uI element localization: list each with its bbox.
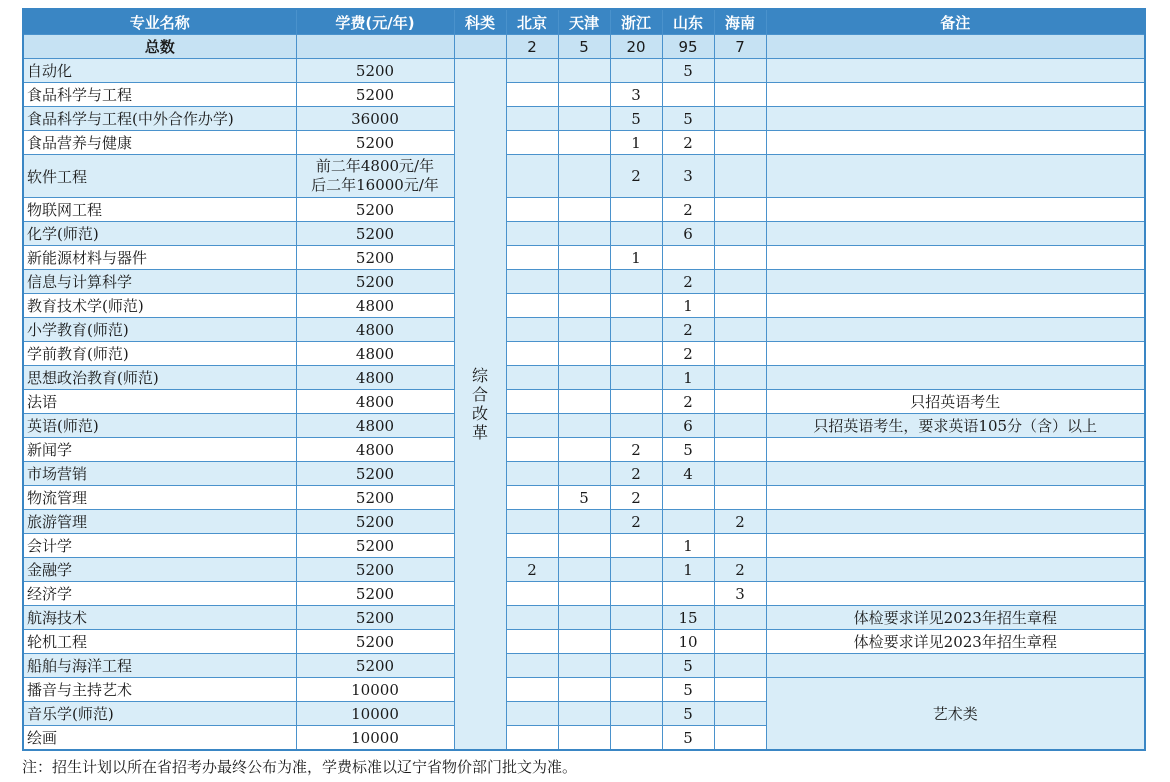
table-row: [23, 534, 1145, 558]
table-row: [23, 462, 1145, 486]
tuition-fee: 10000: [296, 726, 454, 751]
quota-cell: [558, 582, 610, 606]
major-name: 旅游管理: [23, 510, 296, 534]
quota-cell: [506, 59, 558, 83]
major-name: 食品科学与工程: [23, 83, 296, 107]
quota-cell: [610, 534, 662, 558]
tuition-fee: 5200: [296, 59, 454, 83]
major-name: 金融学: [23, 558, 296, 582]
remark-cell: 体检要求详见2023年招生章程: [766, 606, 1145, 630]
quota-cell: 5: [662, 654, 714, 678]
quota-cell: [506, 606, 558, 630]
tuition-fee: 4800: [296, 438, 454, 462]
tuition-fee: 4800: [296, 390, 454, 414]
quota-cell: [714, 107, 766, 131]
quota-cell: 5: [662, 726, 714, 751]
major-name: 轮机工程: [23, 630, 296, 654]
remark-cell: [766, 558, 1145, 582]
quota-cell: [506, 654, 558, 678]
table-row: [23, 630, 1145, 654]
quota-cell: [714, 131, 766, 155]
quota-cell: [610, 342, 662, 366]
quota-cell: 2: [662, 131, 714, 155]
header-remark: 备注: [766, 9, 1145, 35]
tuition-fee: 4800: [296, 366, 454, 390]
quota-cell: [558, 83, 610, 107]
quota-cell: [610, 582, 662, 606]
quota-cell: 5: [662, 702, 714, 726]
footnote: 注：招生计划以所在省招考办最终公布为准，学费标准以辽宁省物价部门批文为准。: [22, 758, 578, 776]
quota-cell: 5: [662, 59, 714, 83]
quota-cell: [714, 342, 766, 366]
quota-cell: [714, 534, 766, 558]
table-row: [23, 222, 1145, 246]
quota-cell: [714, 222, 766, 246]
quota-cell: [714, 438, 766, 462]
quota-cell: [610, 198, 662, 222]
table-row: [23, 678, 1145, 702]
quota-cell: [610, 726, 662, 751]
header-province: 海南: [714, 9, 766, 35]
quota-cell: 1: [662, 534, 714, 558]
quota-cell: [558, 294, 610, 318]
category-label: 综合改革: [472, 366, 489, 442]
quota-cell: 5: [662, 107, 714, 131]
remark-cell: [766, 155, 1145, 198]
quota-cell: [558, 678, 610, 702]
major-name: 化学(师范): [23, 222, 296, 246]
quota-cell: [610, 59, 662, 83]
quota-cell: [558, 198, 610, 222]
major-name: 食品营养与健康: [23, 131, 296, 155]
quota-cell: [610, 558, 662, 582]
quota-cell: 1: [610, 246, 662, 270]
total-row: [23, 35, 1145, 59]
tuition-fee: 5200: [296, 198, 454, 222]
quota-cell: 2: [610, 155, 662, 198]
major-name: 思想政治教育(师范): [23, 366, 296, 390]
tuition-fee: 10000: [296, 678, 454, 702]
total-fee-cell: [296, 35, 454, 59]
quota-cell: [506, 342, 558, 366]
quota-cell: [714, 246, 766, 270]
tuition-fee: 5200: [296, 654, 454, 678]
major-name: 学前教育(师范): [23, 342, 296, 366]
header-province: 北京: [506, 9, 558, 35]
table-row: [23, 486, 1145, 510]
quota-cell: [610, 702, 662, 726]
quota-cell: [506, 155, 558, 198]
remark-cell: [766, 198, 1145, 222]
tuition-fee: 5200: [296, 462, 454, 486]
enrollment-plan-table: [22, 8, 1146, 751]
quota-cell: [558, 534, 610, 558]
quota-cell: [506, 390, 558, 414]
header-row: [23, 9, 1145, 35]
total-remark-cell: [766, 35, 1145, 59]
tuition-fee: 5200: [296, 558, 454, 582]
major-name: 教育技术学(师范): [23, 294, 296, 318]
quota-cell: [506, 318, 558, 342]
quota-cell: [714, 318, 766, 342]
table-row: [23, 438, 1145, 462]
tuition-fee: 5200: [296, 486, 454, 510]
quota-cell: [714, 270, 766, 294]
quota-cell: [714, 83, 766, 107]
quota-cell: 3: [714, 582, 766, 606]
quota-cell: [558, 222, 610, 246]
quota-cell: 2: [662, 270, 714, 294]
quota-cell: [558, 414, 610, 438]
quota-cell: [610, 606, 662, 630]
major-name: 播音与主持艺术: [23, 678, 296, 702]
quota-cell: [714, 390, 766, 414]
quota-cell: 4: [662, 462, 714, 486]
quota-cell: 3: [610, 83, 662, 107]
remark-cell: [766, 246, 1145, 270]
quota-cell: [506, 678, 558, 702]
table-row: [23, 270, 1145, 294]
quota-cell: [610, 270, 662, 294]
table-row: [23, 558, 1145, 582]
quota-cell: [610, 630, 662, 654]
major-name: 会计学: [23, 534, 296, 558]
table-row: [23, 510, 1145, 534]
tuition-fee: 5200: [296, 222, 454, 246]
quota-cell: [662, 486, 714, 510]
remark-cell: [766, 318, 1145, 342]
quota-cell: [558, 510, 610, 534]
total-label: 总数: [23, 35, 296, 59]
quota-cell: [558, 630, 610, 654]
quota-cell: [558, 726, 610, 751]
quota-cell: [714, 486, 766, 510]
tuition-fee: 5200: [296, 131, 454, 155]
quota-cell: [714, 678, 766, 702]
header-province: 天津: [558, 9, 610, 35]
quota-cell: [610, 294, 662, 318]
tuition-fee: 5200: [296, 582, 454, 606]
quota-cell: [506, 534, 558, 558]
quota-cell: 2: [610, 438, 662, 462]
quota-cell: 5: [662, 438, 714, 462]
quota-cell: [714, 59, 766, 83]
total-value: 7: [714, 35, 766, 59]
tuition-fee: 5200: [296, 606, 454, 630]
major-name: 小学教育(师范): [23, 318, 296, 342]
quota-cell: [506, 630, 558, 654]
quota-cell: 2: [714, 510, 766, 534]
remark-cell: [766, 486, 1145, 510]
quota-cell: [610, 678, 662, 702]
remark-cell: [766, 342, 1145, 366]
header-fee: 学费(元/年): [296, 9, 454, 35]
table-row: [23, 294, 1145, 318]
quota-cell: [506, 726, 558, 751]
table-row: [23, 246, 1145, 270]
quota-cell: [558, 462, 610, 486]
quota-cell: 2: [610, 510, 662, 534]
quota-cell: 5: [662, 678, 714, 702]
quota-cell: [610, 654, 662, 678]
quota-cell: [506, 702, 558, 726]
quota-cell: [610, 390, 662, 414]
remark-cell: [766, 222, 1145, 246]
quota-cell: 2: [662, 198, 714, 222]
quota-cell: [506, 462, 558, 486]
art-remark-cell: 艺术类: [766, 678, 1145, 751]
quota-cell: [714, 726, 766, 751]
header-province: 山东: [662, 9, 714, 35]
tuition-fee-line: 后二年16000元/年: [311, 176, 439, 194]
table-row: [23, 83, 1145, 107]
quota-cell: [714, 606, 766, 630]
quota-cell: [662, 510, 714, 534]
tuition-fee: 5200: [296, 83, 454, 107]
table-row: [23, 155, 1145, 198]
major-name: 物联网工程: [23, 198, 296, 222]
quota-cell: [714, 366, 766, 390]
quota-cell: [558, 246, 610, 270]
quota-cell: 2: [662, 342, 714, 366]
remark-cell: 体检要求详见2023年招生章程: [766, 630, 1145, 654]
remark-cell: [766, 510, 1145, 534]
quota-cell: 5: [610, 107, 662, 131]
quota-cell: [506, 246, 558, 270]
remark-cell: 只招英语考生，要求英语105分（含）以上: [766, 414, 1145, 438]
quota-cell: [714, 198, 766, 222]
major-name: 信息与计算科学: [23, 270, 296, 294]
table-row: [23, 390, 1145, 414]
remark-cell: [766, 438, 1145, 462]
quota-cell: [506, 438, 558, 462]
quota-cell: [714, 654, 766, 678]
quota-cell: [506, 107, 558, 131]
major-name: 新能源材料与器件: [23, 246, 296, 270]
quota-cell: 6: [662, 414, 714, 438]
quota-cell: [714, 462, 766, 486]
quota-cell: [506, 414, 558, 438]
quota-cell: [506, 582, 558, 606]
tuition-fee: 10000: [296, 702, 454, 726]
table-row: [23, 59, 1145, 83]
quota-cell: 2: [714, 558, 766, 582]
quota-cell: [610, 318, 662, 342]
quota-cell: [558, 155, 610, 198]
quota-cell: 1: [610, 131, 662, 155]
quota-cell: [662, 246, 714, 270]
tuition-fee: 5200: [296, 270, 454, 294]
quota-cell: 1: [662, 294, 714, 318]
tuition-fee: 5200: [296, 246, 454, 270]
table-row: [23, 107, 1145, 131]
quota-cell: [558, 366, 610, 390]
quota-cell: 1: [662, 366, 714, 390]
tuition-fee: 4800: [296, 318, 454, 342]
quota-cell: [506, 294, 558, 318]
quota-cell: 1: [662, 558, 714, 582]
tuition-fee: 4800: [296, 342, 454, 366]
quota-cell: [558, 131, 610, 155]
quota-cell: 15: [662, 606, 714, 630]
major-name: 自动化: [23, 59, 296, 83]
quota-cell: [506, 510, 558, 534]
major-name: 航海技术: [23, 606, 296, 630]
remark-cell: [766, 131, 1145, 155]
quota-cell: 2: [610, 486, 662, 510]
quota-cell: 6: [662, 222, 714, 246]
header-province: 浙江: [610, 9, 662, 35]
major-name: 音乐学(师范): [23, 702, 296, 726]
tuition-fee-line: 前二年4800元/年: [315, 157, 435, 175]
category-cell: [454, 59, 506, 751]
remark-cell: [766, 270, 1145, 294]
remark-cell: [766, 582, 1145, 606]
quota-cell: [558, 59, 610, 83]
quota-cell: [558, 702, 610, 726]
remark-cell: [766, 534, 1145, 558]
quota-cell: [558, 107, 610, 131]
tuition-fee: 5200: [296, 630, 454, 654]
tuition-fee: 5200: [296, 510, 454, 534]
major-name: 船舶与海洋工程: [23, 654, 296, 678]
total-value: 5: [558, 35, 610, 59]
remark-cell: [766, 83, 1145, 107]
quota-cell: [714, 630, 766, 654]
quota-cell: [558, 558, 610, 582]
remark-cell: 只招英语考生: [766, 390, 1145, 414]
major-name: 经济学: [23, 582, 296, 606]
remark-cell: [766, 59, 1145, 83]
major-name: 物流管理: [23, 486, 296, 510]
major-name: 法语: [23, 390, 296, 414]
remark-cell: [766, 366, 1145, 390]
quota-cell: [506, 486, 558, 510]
total-value: 20: [610, 35, 662, 59]
table-row: [23, 318, 1145, 342]
remark-cell: [766, 294, 1145, 318]
tuition-fee: 36000: [296, 107, 454, 131]
quota-cell: [558, 318, 610, 342]
enrollment-plan-table-container: [22, 8, 1146, 751]
quota-cell: 10: [662, 630, 714, 654]
quota-cell: [714, 414, 766, 438]
quota-cell: [558, 270, 610, 294]
major-name: 软件工程: [23, 155, 296, 198]
quota-cell: [558, 342, 610, 366]
quota-cell: 3: [662, 155, 714, 198]
quota-cell: 5: [558, 486, 610, 510]
total-value: 95: [662, 35, 714, 59]
quota-cell: [506, 222, 558, 246]
total-value: 2: [506, 35, 558, 59]
tuition-fee: 5200: [296, 534, 454, 558]
remark-cell: [766, 654, 1145, 678]
table-row: [23, 342, 1145, 366]
quota-cell: [558, 390, 610, 414]
major-name: 市场营销: [23, 462, 296, 486]
quota-cell: 2: [506, 558, 558, 582]
quota-cell: [558, 654, 610, 678]
quota-cell: [610, 366, 662, 390]
tuition-fee: 4800: [296, 294, 454, 318]
quota-cell: [714, 155, 766, 198]
table-row: [23, 131, 1145, 155]
quota-cell: 2: [610, 462, 662, 486]
remark-cell: [766, 462, 1145, 486]
quota-cell: 2: [662, 390, 714, 414]
quota-cell: [506, 131, 558, 155]
table-row: [23, 366, 1145, 390]
major-name: 新闻学: [23, 438, 296, 462]
table-row: [23, 654, 1145, 678]
quota-cell: [506, 198, 558, 222]
quota-cell: [610, 414, 662, 438]
table-row: [23, 606, 1145, 630]
header-major: 专业名称: [23, 9, 296, 35]
quota-cell: [506, 270, 558, 294]
quota-cell: [714, 702, 766, 726]
header-category: 科类: [454, 9, 506, 35]
table-row: [23, 198, 1145, 222]
major-name: 英语(师范): [23, 414, 296, 438]
quota-cell: [558, 438, 610, 462]
tuition-fee: 4800: [296, 414, 454, 438]
total-category-cell: [454, 35, 506, 59]
quota-cell: [506, 366, 558, 390]
major-name: 绘画: [23, 726, 296, 751]
quota-cell: [506, 83, 558, 107]
quota-cell: [714, 294, 766, 318]
remark-cell: [766, 107, 1145, 131]
table-row: [23, 582, 1145, 606]
quota-cell: [662, 83, 714, 107]
quota-cell: [662, 582, 714, 606]
tuition-fee: [296, 155, 454, 198]
quota-cell: [558, 606, 610, 630]
quota-cell: [610, 222, 662, 246]
quota-cell: 2: [662, 318, 714, 342]
table-row: [23, 414, 1145, 438]
major-name: 食品科学与工程(中外合作办学): [23, 107, 296, 131]
